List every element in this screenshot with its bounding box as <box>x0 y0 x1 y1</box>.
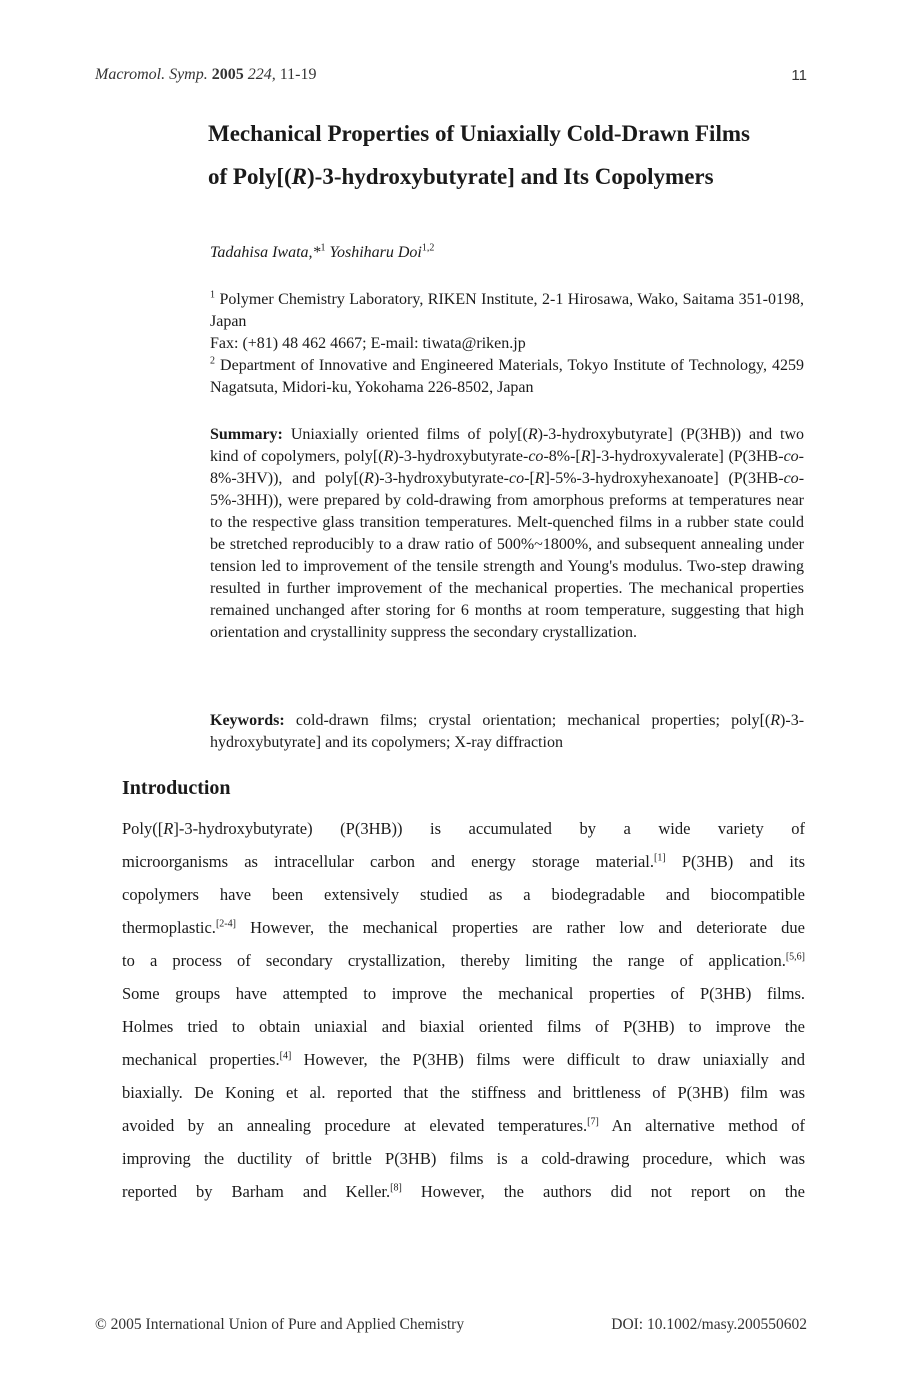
keywords <box>210 710 804 754</box>
italic-text: R <box>383 448 394 465</box>
affiliation-1 <box>210 289 804 333</box>
italic-text: co <box>783 470 799 487</box>
body-text: However, the P(3HB) films were difficult to draw uniaxially and <box>303 1050 805 1069</box>
title-text: )-3-hydroxybutyrate] and Its Copolymers <box>307 164 714 189</box>
author-affil-sup: 1,2 <box>421 242 435 254</box>
body-text: However, the authors did not report on the <box>420 1182 805 1201</box>
italic-text: co <box>783 448 799 465</box>
author-name: Tadahisa Iwata, <box>210 244 313 261</box>
body-text: avoided by an annealing procedure at elevated temperatures. <box>122 1116 588 1135</box>
italic-text: R <box>527 426 538 443</box>
affil-text: Polymer Chemistry Laboratory, RIKEN Institute, 2-1 Hirosawa, Wako, Saitama 351-0198, Japan <box>210 291 804 330</box>
abstract-text: ]-5%-3-hydroxyhexanoate] (P(3HB- <box>544 470 784 487</box>
body-line: biaxially. De Koning et al. reported that the stiffness and brittleness of P(3HB) film was <box>122 1083 805 1102</box>
italic-text: R <box>580 448 591 465</box>
doi: DOI: 10.1002/masy.200550602 <box>611 1316 807 1333</box>
keywords-text: cold-drawn films; crystal orientation; mechanical properties; poly[( <box>295 712 771 729</box>
citation-ref: [7] <box>587 1116 599 1128</box>
affil-text: Department of Innovative and Engineered Materials, Tokyo Institute of Technology, 4259 Nagatsuta, Midori-ku, Yokohama 226-8502, Japan <box>210 357 805 396</box>
body-text: ]-3-hydroxybutyrate) (P(3HB)) is accumulated by a wide variety of <box>173 819 805 838</box>
italic-text: R <box>770 712 781 729</box>
citation-ref: [8] <box>390 1182 402 1194</box>
body-line: improving the ductility of brittle P(3HB) films is a cold-drawing procedure, which was <box>122 1149 805 1168</box>
article-title <box>208 112 828 198</box>
abstract-text: -[ <box>524 470 535 487</box>
body-text: thermoplastic. <box>122 918 216 937</box>
title-italic-r: R <box>291 164 308 189</box>
abstract-text: -8%-[ <box>543 448 581 465</box>
abstract-text: )-3-hydroxybutyrate] (P(3HB)) and two kind of copolymers, poly[( <box>210 426 804 465</box>
citation-ref: [2-4] <box>215 918 236 930</box>
abstract-text: )-3-hydroxybutyrate- <box>373 470 509 487</box>
italic-text: R <box>163 819 174 838</box>
body-line <box>122 1043 805 1076</box>
body-text: mechanical properties. <box>122 1050 280 1069</box>
running-head <box>95 66 807 88</box>
body-text: However, the mechanical properties are rather low and deteriorate due <box>250 918 805 937</box>
citation-ref: [5,6] <box>785 951 805 963</box>
body-text: microorganisms as intracellular carbon and energy storage material. <box>122 852 654 871</box>
section-heading-introduction: Introduction <box>122 777 231 799</box>
body-line <box>122 1109 805 1142</box>
citation-ref: [1] <box>653 852 666 864</box>
journal-citation <box>95 66 316 84</box>
abstract <box>210 424 804 644</box>
body-text: P(3HB) and its <box>681 852 806 871</box>
body-text: to a process of secondary crystallization, thereby limiting the range of application. <box>122 951 786 970</box>
italic-text: co <box>528 448 544 465</box>
italic-text: R <box>534 470 545 487</box>
journal-pages: 11-19 <box>279 66 317 83</box>
italic-text: R <box>364 470 374 487</box>
corresponding-mark: * <box>312 244 321 261</box>
body-line: Some groups have attempted to improve the mechanical properties of P(3HB) films. <box>122 984 805 1003</box>
italic-text: co <box>509 470 525 487</box>
body-line <box>122 1175 805 1208</box>
abstract-text: -5%-3HH)), were prepared by cold-drawing from amorphous preforms at temperatures near to the respective glass transition temperatures. Melt-quenched films in a rubber state could be stretched reproducibly to a draw ratio of 500%~1800%, and subsequent annealing under tension led to improvement of the tensile strength and Young's modulus. Two-step drawing resulted in further improvement of the mechanical properties. The mechanical properties remained unchanged after storing for 6 months at room temperature, suggesting that high orientation and crystallinity suppress the secondary crystallization. <box>210 470 805 641</box>
affiliations <box>210 289 804 399</box>
keywords-label: Keywords: <box>210 712 285 729</box>
body-line: Holmes tried to obtain uniaxial and biaxial oriented films of P(3HB) to improve the <box>122 1017 805 1036</box>
body-text: reported by Barham and Keller. <box>122 1182 391 1201</box>
title-line-1: Mechanical Properties of Uniaxially Cold-Drawn Films <box>208 121 750 146</box>
body-line <box>122 812 805 845</box>
summary-label: Summary: <box>210 426 283 443</box>
journal-name: Macromol. Symp. <box>95 66 208 83</box>
body-text: Poly([ <box>122 819 164 838</box>
body-line <box>122 944 805 977</box>
abstract-text: -8%-3HV)), and poly[( <box>210 448 804 487</box>
abstract-text: )-3-hydroxybutyrate- <box>393 448 529 465</box>
body-line: copolymers have been extensively studied as a biodegradable and biocompatible <box>122 885 805 904</box>
title-text: of Poly[( <box>208 164 292 189</box>
author-name: Yoshiharu Doi <box>329 244 422 261</box>
body-line <box>122 911 805 944</box>
keywords-text: )-3-hydroxybutyrate] and its copolymers; X-ray diffraction <box>210 712 805 751</box>
introduction-body <box>122 812 805 1208</box>
affiliation-2 <box>210 355 804 399</box>
journal-volume: 224, <box>247 66 276 83</box>
citation-ref: [4] <box>279 1050 292 1062</box>
page-number: 11 <box>791 67 807 84</box>
author-affil-sup: 1 <box>320 242 326 254</box>
author-list <box>210 244 434 262</box>
contact-info: Fax: (+81) 48 462 4667; E-mail: tiwata@riken.jp <box>210 335 526 352</box>
affil-number: 2 <box>210 355 215 367</box>
page-footer <box>95 1316 807 1336</box>
copyright-notice: © 2005 International Union of Pure and Applied Chemistry <box>95 1316 465 1333</box>
abstract-text: ]-3-hydroxyvalerate] (P(3HB- <box>590 448 784 465</box>
body-line <box>122 845 805 878</box>
body-text: An alternative method of <box>611 1116 806 1135</box>
affil-number: 1 <box>210 289 215 301</box>
journal-year: 2005 <box>211 66 244 83</box>
abstract-text: Uniaxially oriented films of poly[( <box>290 426 528 443</box>
title-line-2 <box>208 164 714 189</box>
